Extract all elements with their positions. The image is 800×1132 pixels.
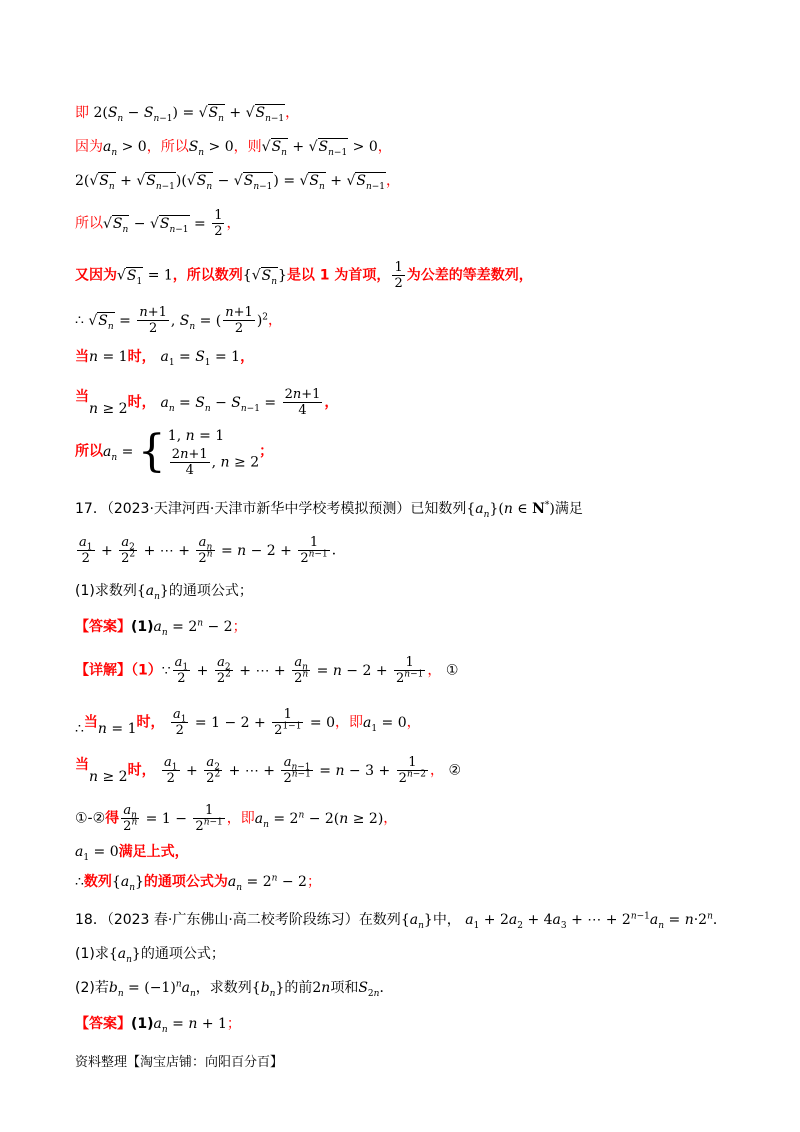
formula: $\{a_n\}$ <box>111 874 144 893</box>
formula: $\{a_n\}$ <box>400 912 433 931</box>
formula: $\{√S_n\}$ <box>242 267 287 287</box>
formula: $\{a_n\}(n$ ∈ N*) <box>466 500 555 520</box>
formula: $√S_n + √S_{n-1} > 0$ <box>261 139 378 158</box>
formula: n = 1 <box>89 349 128 365</box>
formula: ∵ $\frac{a_1}{2}$ + $\frac{a_2}{2^2}$ + ⋯ + $\frac{a_n}{2^n}$ = n − 2 + $\frac{1}{2^{n-1}}$ <box>161 655 424 686</box>
formula: $a_1 = 0$ <box>75 844 119 863</box>
formula: n = 1 <box>97 720 137 737</box>
solution-line-1: 即 $2(S_n - S_{n-1}) = √S_n + √S_{n-1}$， <box>75 105 300 124</box>
question-17-part-1: (1)求数列$\{a_n\}$的通项公式； <box>75 583 253 602</box>
formula: $√S_n - √S_{n-1}$ = $\frac{1}{2}$ <box>103 208 223 239</box>
formula: $S_n > 0$ <box>188 139 234 158</box>
question-17-detail-step-5: ∴数列$\{a_n\}$的通项公式为$a_n = 2^n - 2$； <box>75 873 321 893</box>
solution-line-5: 又因为$√S_1 = 1$，所以数列$\{√S_n\}$是以 1 为首项， $\frac{1}{2}$ 为公差的等差数列， <box>75 260 533 291</box>
solution-line-6: ∴ $√S_n$ = $\frac{n+1}{2}$ , $S_n$ = ( $\frac{n+1}{2}$ )$^2$， <box>75 305 283 336</box>
formula: $√S_1 = 1$ <box>117 267 173 287</box>
formula: $a_n = S_n - S_{n-1}$ = $\frac{2n+1}{4}$ <box>160 387 321 418</box>
formula: $a_1 = S_1 = 1$ <box>160 349 241 368</box>
formula: n ≥ 2 <box>89 768 128 785</box>
question-17-answer: 【答案】$(1)a_n = 2^n - 2$； <box>75 618 247 638</box>
formula: $\frac{a_1}{2}$ + $\frac{a_2}{2^2}$ + ⋯ + $\frac{a_{n-1}}{2^{n-1}}$ = n − 3 + $\frac{1}{2^{n-2}}$ <box>164 755 427 786</box>
formula: $a_n = 2^n - 2(n \ge 2)$ <box>254 809 384 830</box>
formula: $a_n > 0$ <box>103 139 147 158</box>
formula: $2(S_n - S_{n-1}) = √S_n + √S_{n-1}$ <box>93 105 285 124</box>
formula: $\{b_n\}$ <box>251 980 285 999</box>
question-17-stem: 17．（2023·天津河西·天津市新华中学校考模拟预测）已知数列$\{a_n\}(n$ ∈ N*)满足 <box>75 500 583 520</box>
formula: $2(√S_n + √S_{n-1})(√S_n - √S_{n-1}) = √S_n + √S_{n-1}$ <box>75 173 386 192</box>
solution-line-2: 因为$a_n > 0$，所以$S_n > 0$，则$√S_n + √S_{n-1} > 0$， <box>75 139 392 158</box>
solution-line-8: 当n ≥ 2时， $a_n = S_n - S_{n-1}$ = $\frac{2n+1}{4}$ ， <box>75 387 339 418</box>
formula: $a_n = 2^n - 2$ <box>227 873 307 893</box>
question-18-part-1: (1)求$\{a_n\}$的通项公式； <box>75 946 225 965</box>
formula: 2n <box>312 980 331 996</box>
page-footer: 资料整理【淘宝店铺：向阳百分百】 <box>75 1055 284 1070</box>
question-17-detail-step-3: ①-②得 $\frac{a_n}{2^n}$ = 1 − $\frac{1}{2^{n-1}}$ ，即$a_n = 2^n - 2(n \ge 2)$， <box>75 803 398 834</box>
question-18-stem: 18．（2023 春·广东佛山·高二校考阶段练习）在数列$\{a_n\}$中， $a_1 + 2a_2 + 4a_3$ + ⋯ + $2^{n-1}a_n = n\cdot 2^n$． <box>75 911 727 931</box>
solution-line-3: $2(√S_n + √S_{n-1})(√S_n - √S_{n-1}) = √S_n + √S_{n-1}$， <box>75 173 401 192</box>
formula: $a_1 + 2a_2 + 4a_3$ + ⋯ + $2^{n-1}a_n = n\cdot 2^n$ <box>465 911 713 931</box>
formula: $\{a_n\}$ <box>108 946 141 965</box>
formula: $a_1 = 0$ <box>363 714 407 734</box>
formula: $a_n = n + 1$ <box>153 1016 227 1035</box>
question-17-detail-step-1: ∴当n = 1时， $\frac{a_1}{2}$ = 1 − 2 + $\frac{1}{2^{1-1}}$ = 0，即$a_1 = 0$， <box>75 707 421 738</box>
question-17-detail: 【详解】（1）∵ $\frac{a_1}{2}$ + $\frac{a_2}{2^2}$ + ⋯ + $\frac{a_n}{2^n}$ = n − 2 + $\frac{1}{2^{n-1}}$ ， ① <box>75 655 459 686</box>
formula: $\{a_n\}$ <box>136 583 169 602</box>
question-18-part-2: (2)若$b_n = (-1)^na_n$，求数列$\{b_n\}$的前2n项和$S_{2n}$． <box>75 979 394 999</box>
formula: $b_n = (-1)^na_n$ <box>108 979 196 999</box>
formula: $\frac{a_1}{2}$ = 1 − 2 + $\frac{1}{2^{1-1}}$ = 0 <box>172 707 335 738</box>
formula: $√S_n$ = $\frac{n+1}{2}$ , $S_n$ = ( $\frac{n+1}{2}$ )$^2$ <box>88 305 269 336</box>
question-17-detail-step-2: 当n ≥ 2时， $\frac{a_1}{2}$ + $\frac{a_2}{2^2}$ + ⋯ + $\frac{a_{n-1}}{2^{n-1}}$ = n − 3 + $\frac{1}{2^{n-2}}$ ， ② <box>75 755 462 786</box>
formula: $a_n$ = { 1, n = 1 $\frac{2n+1}{4}$ , n ≥ 2 <box>103 425 260 478</box>
question-17-detail-step-4: $a_1 = 0$满足上式， <box>75 844 189 863</box>
formula: n ≥ 2 <box>89 400 128 417</box>
formula: $\frac{a_n}{2^n}$ = 1 − $\frac{1}{2^{n-1}}$ <box>123 803 223 834</box>
formula: $\frac{1}{2}$ <box>394 260 403 291</box>
question-18-answer: 【答案】$(1)a_n = n + 1$； <box>75 1016 241 1035</box>
solution-line-7: 当n = 1时， $a_1 = S_1 = 1$， <box>75 349 255 368</box>
formula: $\frac{a_1}{2}$ + $\frac{a_2}{2^2}$ + ⋯ + $\frac{a_n}{2^n}$ = n − 2 + $\frac{1}{2^{n-1}}$ <box>79 535 328 566</box>
question-17-formula: $\frac{a_1}{2}$ + $\frac{a_2}{2^2}$ + ⋯ + $\frac{a_n}{2^n}$ = n − 2 + $\frac{1}{2^{n-1}}$ ． <box>75 535 346 566</box>
formula: $a_n = 2^n - 2$ <box>153 618 233 638</box>
solution-line-9: 所以$a_n$ = { 1, n = 1 $\frac{2n+1}{4}$ , n ≥ 2 ； <box>75 425 274 478</box>
formula: $S_{2n}$ <box>358 980 380 999</box>
solution-line-4: 所以$√S_n - √S_{n-1}$ = $\frac{1}{2}$ ， <box>75 208 241 239</box>
